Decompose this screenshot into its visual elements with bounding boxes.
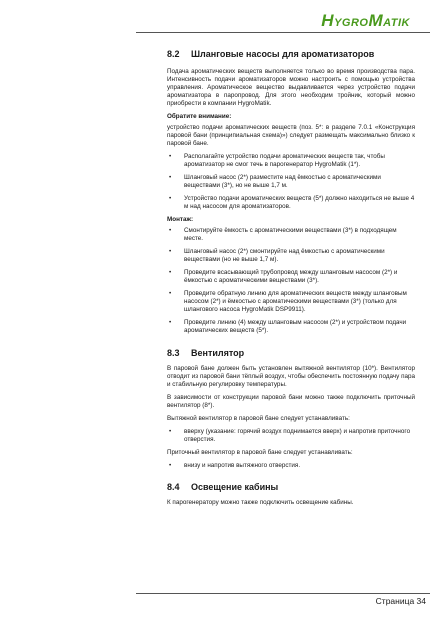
- list-item: • Шланговый насос (2*) смонтируйте над ёмкостью с ароматическими веществами (но не выше 1,7 м).: [169, 247, 385, 263]
- page-number: Страница 34: [375, 596, 426, 606]
- bullet-list: [167, 428, 415, 444]
- paragraph: Приточный вентилятор в паровой бане следует устанавливать:: [167, 449, 353, 457]
- paragraph: В зависимости от конструкции паровой бани можно также подключить приточный вентилятор (8*).: [167, 393, 415, 409]
- list-item: • Проведите всасывающий трубопровод между шланговым насосом (2*) и ёмкостью с ароматическими веществами (3*).: [169, 268, 398, 284]
- paragraph: Вытяжной вентилятор в паровой бане следует устанавливать:: [167, 415, 350, 422]
- note-label: Обратите внимание:: [167, 113, 232, 121]
- section-heading-8-3: 8.3 Вентилятор: [167, 347, 245, 358]
- list-item: • Шланговый насос (2*) разместите над ёмкостью с ароматическими веществами (3*), но не выше 1,7 м.: [169, 174, 381, 190]
- list-item: • Располагайте устройство подачи ароматических веществ так, чтобы ароматизатор не смог течь в парогенератор HygroMatik (1*).: [169, 152, 385, 168]
- header-divider: [136, 32, 430, 33]
- list-item: • Устройство подачи ароматических веществ (5*) должно находиться не выше 4 м над насосом для ароматизаторов.: [169, 195, 415, 211]
- bullet-list: [167, 227, 415, 336]
- footer-divider: [136, 593, 430, 594]
- page-content: [167, 48, 415, 513]
- section-heading-8-4: 8.4 Освещение кабины: [167, 482, 279, 493]
- list-item: • Смонтируйте ёмкость с ароматическими веществами (3*) в подходящем месте.: [169, 226, 397, 242]
- bullet-list: [167, 462, 415, 470]
- bullet-list: [167, 153, 415, 212]
- list-item: • внизу и напротив вытяжного отверстия.: [169, 462, 301, 470]
- paragraph: устройство подачи ароматических веществ (поз. 5*: в разделе 7.0.1 «Конструкция паровой бани (принципиальная схема)») следует размещать максимально близко к паровой бане.: [167, 123, 415, 147]
- mount-label: Монтаж:: [167, 216, 194, 224]
- section-heading-8-2: 8.2 Шланговые насосы для ароматизаторов: [167, 49, 375, 59]
- hygromatik-logo: HYGROMATIK: [321, 11, 410, 30]
- paragraph: Подача ароматических веществ выполняется только во время производства пара. Интенсивность подачи ароматизаторов можно настроить с помощью устройства управления. Ароматическое вещество выдавливается через устройство подачи ароматизатора в паропровод. Для этого необходим тройник, который можно приобрести в компании HygroMatik.: [167, 68, 415, 108]
- list-item: • Проведите обратную линию для ароматических веществ между шланговым насосом (2*) и ёмкостью с ароматическими веществами (3*) (только для шлангового насоса HygroMatik DSP9911).: [169, 290, 407, 314]
- list-item: • Проведите линию (4) между шланговым насосом (2*) и устройством подачи ароматических веществ (5*).: [169, 319, 407, 335]
- list-item: • вверху (указание: горячий воздух поднимается вверх) и напротив приточного отверстия.: [169, 428, 411, 444]
- paragraph: В паровой бане должен быть установлен вытяжной вентилятор (10*). Вентилятор отводит из паровой бани тёплый воздух, чтобы обеспечить постоянную подачу пара и стабильную регулировку температуры.: [167, 364, 415, 388]
- paragraph: К парогенератору можно также подключить освещение кабины.: [167, 499, 354, 507]
